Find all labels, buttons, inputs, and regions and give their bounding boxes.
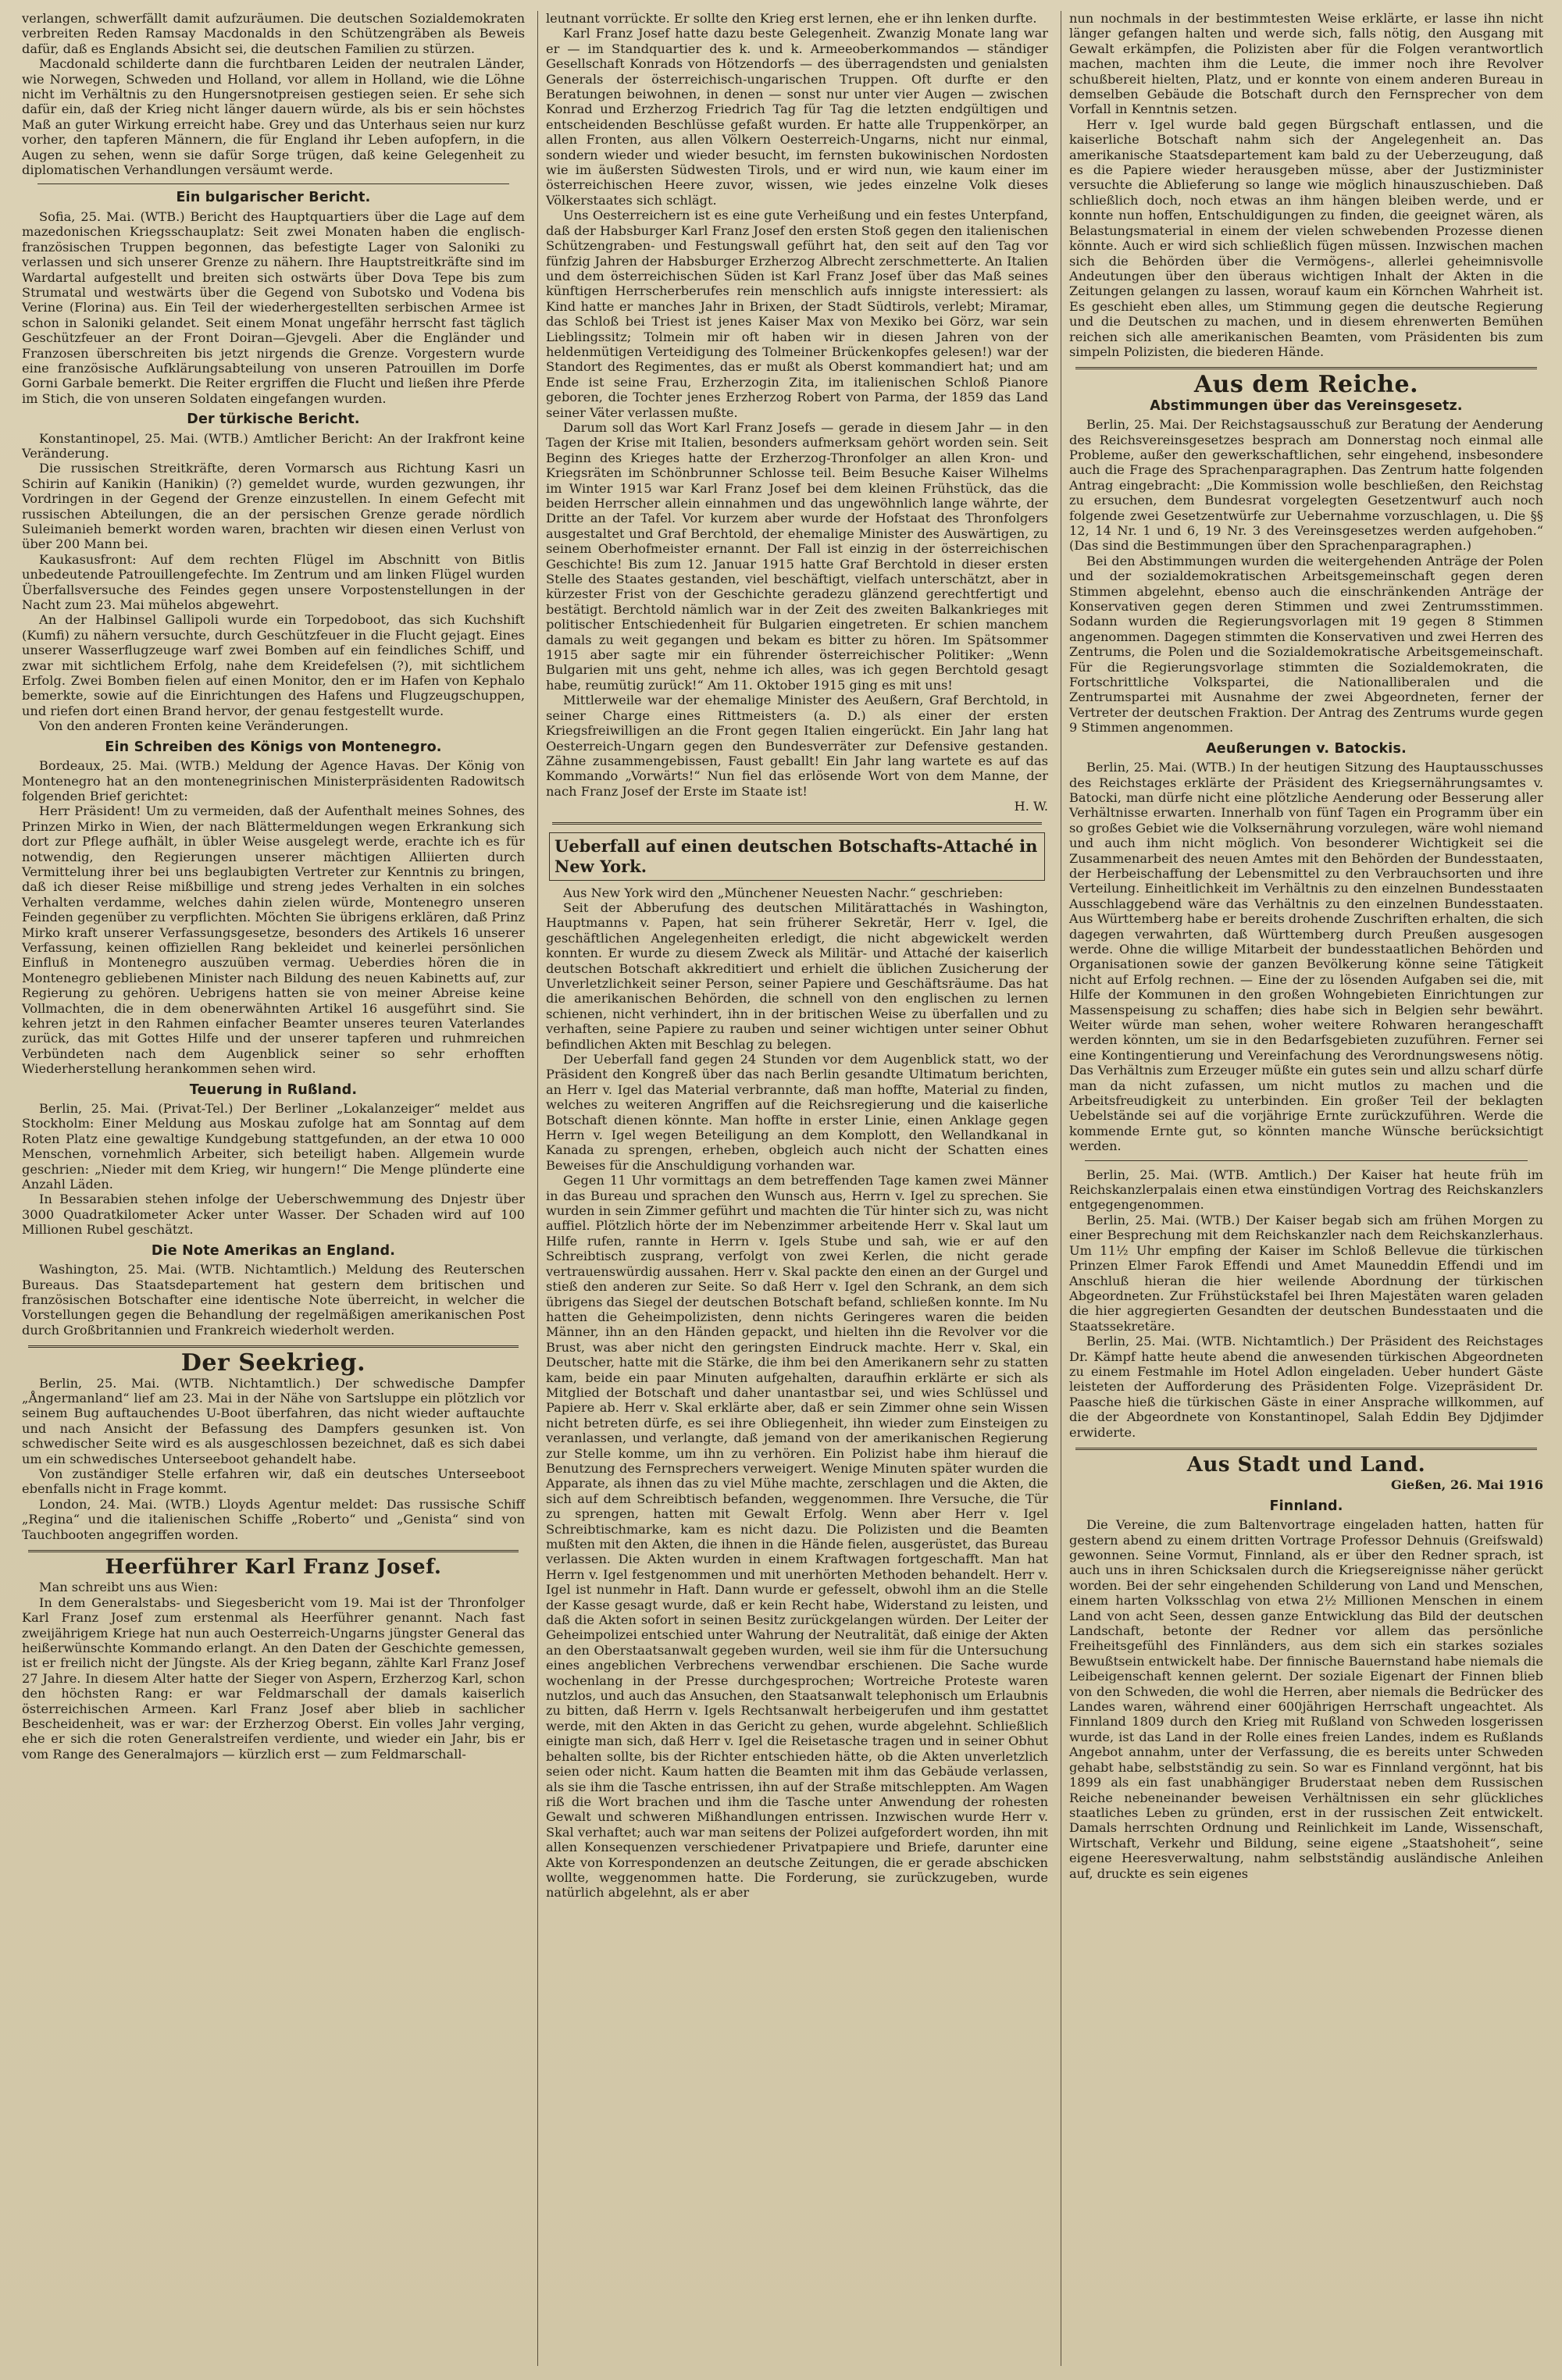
paragraph: Gegen 11 Uhr vormittags an dem betreffenden Tage kamen zwei Männer in das Bureau und sprachen den Wunsch aus, Herrn v. Igel zu sprechen. Sie wurden in sein Zimmer geführt und machten die Tür hinter sich zu, was nicht auffiel. Plötzlich hörte der im Nebenzimmer arbeitende Herr v. Skal laut um Hilfe rufen, rannte in Herrn v. Igels Stube und sah, wie er auf den Schreibtisch zusprang, verfolgt von zwei Kerlen, die nicht gerade vertrauenswürdig aussahen. Herr v. Skal packte den einen an der Gurgel und stieß den anderen zur Seite. So daß Herr v. Igel den Schrank, an dem sich übrigens das Siegel der deutschen Botschaft befand, schließen konnte. Im Nu hatten die Geheimpolizisten, denn nichts Geringeres waren die beiden Männer, ihn an den Händen gepackt, und hielten ihn die Revolver vor die Brust, was aber nicht den geringsten Eindruck machte. Herr v. Skal, ein Deutscher, hatte mit die Stärke, die ihm bei den Amerikanern sehr zu statten kam, beide ein paar Minuten aufgehalten, daraufhin erklärte er sich als Mitglied der Botschaft und daher unantastbar sei, und wies Schlüssel und Papiere ab. Herr v. Skal erklärte aber, daß er sein Zimmer ohne sein Wissen nicht betreten dürfe, es sei ihre Obliegenheit, ihn wieder zum Einsteigen zu veranlassen, und verlangte, daß jemand von der amerikanischen Regierung zur Stelle komme, um ihn zu verhören. Ein Polizist habe ihm hierauf die Benutzung des Fernsprechers verweigert. Wenige Minuten später wurden die Apparate, als ihnen das zu viel Mühe machte, zerschlagen und die Akten, die sich auf dem Schreibtisch befanden, weggenommen. Ihre Versuche, die Tür zu sprengen, hatten mit Gewalt Erfolg. Wenn aber Herr v. Igel Schreibtischmarke, kam es nicht dazu. Die Polizisten und die Beamten mußten mit den Akten, die ihnen in die Hände fielen, ausgerüstet, das Bureau verlassen. Die Akten wurden in einem Kraftwagen fortgeschafft. Man hat Herrn v. Igel festgenommen und mit unerhörten Methoden behandelt. Herr v. Igel ist nunmehr in Haft. Dann wurde er gefesselt, obwohl ihm an die Stelle der Kasse gesagt wurde, daß er kein Recht habe, Widerstand zu leisten, und daß die Akten sofort in seinen Besitz zurückgelangen würden. Der Leiter der Geheimpolizei entschied unter Wahrung der Neutralität, daß einige der Akten an den Oberstaatsanwalt gegeben wurden, weil sie ihm für die Untersuchung eines angeblichen Verbrechens verwendbar erschienen. Die Sache wurde wochenlang in der Presse durchgesprochen; Wortreiche Proteste waren nutzlos, und auch das Ansuchen, den Staatsanwalt telephonisch um Erlaubnis zu bitten, daß Herrn v. Igels Rechtsanwalt herbeigerufen und ihm gestattet werde, mit den Akten in das Gericht zu gehen, wurde abgelehnt. Schließlich einigte man sich, daß Herr v. Igel die Reisetasche tragen und in seiner Obhut behalten sollte, bis der Richter entschieden hätte, ob die Akten unverletzlich seien oder nicht. Kaum hatten die Beamten mit ihm das Gebäude verlassen, als sie ihm die Tasche entrissen, ihn auf der Straße mitschleppten. Am Wagen riß die Wort brachen und ihm die Tasche unter Anwendung der rohesten Gewalt und schweren Mißhandlungen entrissen. Inzwischen wurde Herr v. Skal verhaftet; auch war man seitens der Polizei aufgefordert worden, ihn mit allen Konsequenzen verschiedener Privatpapiere und Briefe, darunter eine Akte von Korrespondenzen an deutsche Zeitungen, die er gerade abschicken wollte, weggenommen hatte. Die Forderung, sie zurückzugeben, wurde natürlich abgelehnt, als er aber (546, 1173, 1048, 1901)
section-title: Ueberfall auf einen deutschen Botschafts-Attaché in New York. (549, 832, 1045, 881)
paragraph: Die russischen Streitkräfte, deren Vormarsch aus Richtung Kasri un Schirin auf Kanikin (Hanikin) (?) gemeldet wurde, wurden gezwungen, ihr Vordringen in der Gegend der Grenze einzustellen. In einem Gefecht mit russischen Abteilungen, die an der persischen Grenze gerade nördlich Suleimanieh bemerkt worden waren, brachten wir diesen einen Verlust von über 200 Mann bei. (22, 461, 525, 552)
headline: Ein bulgarischer Bericht. (176, 190, 371, 206)
paragraph: In Bessarabien stehen infolge der Ueberschwemmung des Dnjestr über 3000 Quadratkilometer Acker unter Wasser. Der Schaden wird auf 100 Millionen Rubel geschätzt. (22, 1192, 525, 1238)
section-title: Aus dem Reiche. (1193, 371, 1419, 399)
paragraph: verlangen, schwerfällt damit aufzuräumen. Die deutschen Sozialdemokraten verbreiten Reden Ramsay Macdonalds in den Schützengräben als Beweis dafür, daß es Englands Absicht sei, die deutschen Familien zu stürzen. (22, 11, 525, 56)
paragraph: Man schreibt uns aus Wien: (39, 1580, 218, 1595)
headline: Die Note Amerikas an England. (151, 1242, 396, 1259)
paragraph: Kaukasusfront: Auf dem rechten Flügel im Abschnitt von Bitlis unbedeutende Patrouillengefechte. Im Zentrum und am linken Flügel wurden Überfallsversuche des Feindes gegen unsere Vorpostenstellungen in der Nacht zum 23. Mai mühelos abgewehrt. (22, 551, 525, 613)
paragraph: Mittlerweile war der ehemalige Minister des Aeußern, Graf Berchtold, in seiner Charge eines Rittmeisters (a. D.) als einer der ersten Kriegsfreiwilligen an die Front gegen Italien eingerückt. Ein Jahr lang hat Oesterreich-Ungarn gegen den Bundesverräter zur Defensive gestanden. Zähne zusammengebissen, Faust geballt! Ein Jahr lang wartete es auf das Kommando „Vorwärts!“ Nun fiel das erlösende Wort von dem Manne, der nach Franz Josef der Erste im Staate ist! (546, 693, 1048, 799)
paragraph: Sofia, 25. Mai. (WTB.) Bericht des Hauptquartiers über die Lage auf dem mazedonischen Kriegsschauplatz: Seit zwei Monaten haben die englisch-französischen Truppen begonnen, das befestigte Lager von Saloniki zu verlassen und sich unserer Grenze zu nähern. Ihre Hauptstreitkräfte sind im Wardartal aufgestellt und breiten sich ostwärts über Dova Tepe bis zum Strumatal und westwärts über die Gegend von Subotsko und Vodena bis Verine (Florina) aus. Ein Teil der wiederhergestellten serbischen Armee ist schon in Saloniki gelandet. Seit einem Monat ungefähr herrscht fast täglich Geschützfeuer an der Front Doiran—Gjevgeli. Aber die Engländer und Franzosen überschreiten bis jetzt nirgends die Grenze. Vorgestern wurde eine französische Aufklärungsabteilung von unseren Patrouillen im Dorfe Gorni Garbale bemerkt. Die Reiter ergriffen die Flucht und ließen ihre Pferde im Stich, die von unseren Soldaten eingefangen wurden. (22, 208, 525, 406)
paragraph: Von zuständiger Stelle erfahren wir, daß ein deutsches Unterseeboot ebenfalls nicht in Frage kommt. (22, 1466, 525, 1497)
paragraph: Macdonald schilderte dann die furchtbaren Leiden der neutralen Länder, wie Norwegen, Schweden und Holland, vor allem in Holland, wie die Löhne nicht im Verhältnis zu den Hungersnotpreisen gestiegen seien. Er sehe sich dafür ein, daß der Krieg nicht länger dauern würde, als bis er sein höchstes Maß an guter Wirkung erreicht habe. Grey und das Unterhaus seien nur kurz vorher, den tapferen Männern, die für England ihr Leben aufopfern, in die Augen zu sehen, wenn sie dafür Sorge trügen, daß keine Gelegenheit zu diplomatischen Verhandlungen versäumt werde. (22, 56, 525, 178)
signature: H. W. (1014, 799, 1048, 814)
divider (28, 1345, 519, 1348)
paragraph: Karl Franz Josef hatte dazu beste Gelegenheit. Zwanzig Monate lang war er — im Standquartier des k. und k. Armeeoberkommandos — ständiger Gesellschaft Konrads von Hötzendorfs — des überragendsten und genialsten Generals der österreichisch-ungarischen Truppen. Oft durfte er den Beratungen beiwohnen, in denen — sonst nur unter vier Augen — zwischen Konrad und Erzherzog Friedrich Tag für Tag die letzten endgültigen und entscheidenden Beschlüsse gefaßt wurden. Er hatte alle Truppenkörper, an allen Fronten, aus allen Völkern Oesterreich-Ungarns, nicht nur einmal, sondern wieder und wieder besucht, im fernsten bukowinischen Nordosten wie im äußersten Südwesten Tirols, und er wird nun, wie kaum einer im österreichischen Heere zuvor, wissen, wie jedes einzelne Volk dieses Völkerstaates sich schlägt. (546, 26, 1048, 208)
paragraph: Berlin, 25. Mai. Der Reichstagsausschuß zur Beratung der Aenderung des Reichsvereinsgesetzes besprach am Donnerstag noch einmal alle Probleme, außer den gewerkschaftlichen, sehr eingehend, insbesondere auch die Frage des Sprachenparagraphen. Das Zentrum hatte folgenden Antrag eingebracht: „Die Kommission wolle beschließen, den Reichstag zu ersuchen, dem Bundesrat vorgelegten Gesetzentwurf auch noch folgende zwei Gesetzentwürfe zur Uebernahme vorzuschlagen, u. Die §§ 12, 14 Nr. 1 und 6, 19 Nr. 3 des Vereinsgesetzes werden aufgehoben.“ (Das sind die Bestimmungen über den Sprachenparagraphen.) (1069, 417, 1543, 554)
paragraph: Bordeaux, 25. Mai. (WTB.) Meldung der Agence Havas. Der König von Montenegro hat an den montenegrinischen Ministerpräsidenten Radowitsch folgenden Brief gerichtet: (22, 758, 525, 803)
column-3 (1061, 11, 1551, 2366)
headline: Teuerung in Rußland. (189, 1081, 358, 1098)
paragraph: London, 24. Mai. (WTB.) Lloyds Agentur meldet: Das russische Schiff „Regina“ und die italienischen Schiffe „Roberto“ und „Genista“ sind von Tauchbooten angegriffen worden. (22, 1496, 525, 1542)
section-title: Heerführer Karl Franz Josef. (105, 1555, 442, 1579)
paragraph: Der Ueberfall fand gegen 24 Stunden vor dem Augenblick statt, wo der Präsident den Kongreß über das nach Berlin gesandte Ultimatum berichten, an Herr v. Igel das Material verbrannte, daß man hoffte, Material zu finden, welches zu weiteren Angriffen auf die Reichsregierung und die kaiserliche Botschaft dienen könnte. Man hoffte in erster Linie, einen Anklage gegen Herrn v. Igel wegen Beteiligung an dem Komplott, den Wellandkanal in Kanada zu sprengen, erheben, obgleich auch nicht der Schatten eines Beweises für die Anschuldigung vorhanden war. (546, 1052, 1048, 1173)
divider (1075, 1448, 1537, 1450)
headline: Ein Schreiben des Königs von Montenegro. (105, 739, 442, 755)
paragraph: In dem Generalstabs- und Siegesbericht vom 19. Mai ist der Thronfolger Karl Franz Josef zum erstenmal als Heerführer genannt. Nach fast zweijährigem Kriege hat nun auch Oesterreich-Ungarns jüngster General das heißerwünschte Kommando erlangt. An den Daten der Geschichte gemessen, ist er freilich nicht der Jüngste. Als der Krieg begann, zählte Karl Franz Josef 27 Jahre. In diesem Alter hatte der Sieger von Aspern, Erzherzog Karl, schon den höchsten Rang: er war Feldmarschall der damals kaiserlich österreichischen Armeen. Karl Franz Josef aber blieb in sachlicher Bescheidenheit, was er war: der Erzherzog Oberst. Ein volles Jahr verging, ehe er sich die roten Generalstreifen verdiente, und wieder ein Jahr, bis er vom Range des Generalmajors — kürzlich erst — zum Feldmarschall- (22, 1594, 525, 1762)
divider (37, 183, 509, 184)
paragraph: Berlin, 25. Mai. (Privat-Tel.) Der Berliner „Lokalanzeiger“ meldet aus Stockholm: Einer Meldung aus Moskau zufolge hat am Sonntag auf dem Roten Platz eine gewaltige Kundgebung stattgefunden, an der etwa 10 000 Menschen, vornehmlich Arbeiter, sich beteiligt haben. Allgemein wurde geschrien: „Nieder mit dem Krieg, wir hungern!“ Die Menge plünderte eine Anzahl Läden. (22, 1101, 525, 1192)
paragraph: Aus New York wird den „Münchener Neuesten Nachr.“ geschrieben: (563, 885, 1004, 900)
headline: Abstimmungen über das Vereinsgesetz. (1150, 397, 1463, 414)
paragraph: Washington, 25. Mai. (WTB. Nichtamtlich.) Meldung des Reuterschen Bureaus. Das Staatsdepartement hat gestern dem britischen und französischen Botschafter eine identische Note überreicht, in welcher die Vorstellungen gegen die Behandlung der regelmäßigen amerikanischen Post durch Großbritannien und Frankreich wiederholt werden. (22, 1262, 525, 1338)
paragraph: Konstantinopel, 25. Mai. (WTB.) Amtlicher Bericht: An der Irakfront keine Veränderung. (22, 430, 525, 461)
divider (28, 1550, 519, 1552)
headline: Aeußerungen v. Batockis. (1206, 740, 1407, 757)
paragraph: Darum soll das Wort Karl Franz Josefs — gerade in diesem Jahr — in den Tagen der Krise mit Italien, besonders aufmerksam gehört worden sein. Seit Beginn des Krieges hatte der Erzherzog-Thronfolger an allen Kron- und Kriegsräten im Schönbrunner Schlosse teil. Beim Besuche Kaiser Wilhelms im Winter 1915 war Karl Franz Josef bei dem kleinen Frühstück, das die beiden Herrscher allein einnahmen und das ungewöhnlich lange währte, der Dritte an der Tafel. Vor kurzem aber wurde der Hofstaat des Thronfolgers ausgestaltet und Graf Berchtold, der ehemalige Minister des Auswärtigen, zu seinem Oberhofmeister ernannt. Der Fall ist einzig in der österreichischen Geschichte! Bis zum 12. Januar 1915 hatte Graf Berchtold in dieser ersten Stelle des Staates gestanden, viel beschäftigt, vielfach unterschätzt, aber in kürzester Frist von der Geschichte geradezu glänzend gerechtfertigt und bestätigt. Berchtold nämlich war in der Zeit des zweiten Balkankrieges mit politischer Entschiedenheit für Bulgarien eingetreten. Er schien manchem damals zu weit gegangen und bekam es bitter zu hören. Im Spätsommer 1915 aber sagte mir ein führender österreichischer Politiker: „Wenn Bulgarien mit uns geht, nehme ich alles, was ich gegen Berchtold gesagt habe, reumütig zurück!“ Am 11. Oktober 1915 ging es mit uns! (546, 419, 1048, 693)
divider (1075, 367, 1537, 369)
paragraph: Berlin, 25. Mai. (WTB.) In der heutigen Sitzung des Hauptausschusses des Reichstages erklärte der Präsident des Kriegsernährungsamtes v. Batocki, man dürfe nicht eine plötzliche Aenderung oder Besserung aller Verhältnisse erwarten. Innerhalb von fünf Tagen ein Programm über ein so großes Gebiet wie die Volksernährung vorzulegen, wäre wohl niemand und auch ihm nicht möglich. Von besonderer Wichtigkeit sei die Zusammenarbeit des neuen Amtes mit den Behörden der Bundesstaaten, der Herbeischaffung der Lebensmittel zu den Verbrauchsorten und ihre Verteilung. Einheitlichkeit im Verhältnis zu den einzelnen Bundesstaaten Ausschlaggebend wäre das Verhältnis zu den einzelnen Bundesstaaten. Aus Württemberg habe er bereits drohende Zuschriften erhalten, die sich dagegen verwahrten, daß Württemberg durch Preußen ausgesogen werde. Ohne die willige Mitarbeit der bundesstaatlichen Behörden und Organisationen sowie der ganzen Bevölkerung könne seine Tätigkeit nicht auf Erfolg rechnen. — Eine der zu lösenden Aufgaben sei die, mit Hilfe der Kommunen in den großen Wohngebieten Einrichtungen zur Massenspeisung zu schaffen; dies habe sich in Belgien sehr bewährt. Weiter würde man sehen, woher weitere Rohwaren herangeschafft werden könnten, um sie in den Bedarfsgebieten zuzuführen. Ferner sei eine Kontingentierung und Vereinfachung des Verordnungswesens nötig. Das Verhältnis zum Erzeuger müßte ein gutes sein und allzu scharf dürfe man da nicht zufassen, um nicht mutlos zu machen und die Arbeitsfreudigkeit zu unterbinden. Ein großer Teil der beklagten Uebelstände sei auf die vorjährige Ernte zurückzuführen. Werde die kommende Ernte gut, so könnten manche Wünsche berücksichtigt werden. (1069, 760, 1543, 1154)
paragraph: Seit der Abberufung des deutschen Militärattachés in Washington, Hauptmanns v. Papen, hat sein früherer Sekretär, Herr v. Igel, die geschäftlichen Angelegenheiten erledigt, die nicht abgewickelt werden konnten. Er wurde zu diesem Zweck als Militär- und Attaché der kaiserlich deutschen Botschaft akkreditiert und erhielt die üblichen Zusicherung der Unverletzlichkeit seiner Person, seiner Papiere und Geschäftsräume. Das hat die amerikanischen Behörden, die schnell von den englischen zu lernen schienen, nicht verhindert, ihn in der britischen Weise zu überfallen und zu verhaften, seine Papiere zu rauben und seiner wichtigen unter seiner Obhut befindlichen Akten mit Beschlag zu belegen. (546, 900, 1048, 1052)
paragraph: Herr v. Igel wurde bald gegen Bürgschaft entlassen, und die kaiserliche Botschaft nahm sich der Angelegenheit an. Das amerikanische Staatsdepartement kam bald zu der Ueberzeugung, daß es die Papiere wieder herausgeben müsse, aber der Justizminister versuchte die Ablieferung so lange wie möglich hinauszuschieben. Daß schließlich doch, noch etwas an ihm hängen bleiben werde, und er konnte nun hoffen, Entschuldigungen zu finden, die geeignet wären, als Belastungsmaterial in einem der vielen schwebenden Prozesse dienen könnte. Auch er wird sich schließlich fügen müssen. Inzwischen machen sich die Behörden über die Vermögens-, allerlei geheimnisvolle Andeutungen über den überaus wichtigen Inhalt der Akten in die Zeitungen gelangen zu lassen, worauf kaum ein Körnchen Wahrheit ist. Es geschieht eben alles, um Stimmung gegen die deutsche Regierung und die Deutschen zu machen, und in diesem ehrenwerten Bemühen reichen sich alle amerikanischen Beamten, vom Präsidenten bis zum simpeln Polizisten, die biederen Hände. (1069, 116, 1543, 359)
paragraph: Herr Präsident! Um zu vermeiden, daß der Aufenthalt meines Sohnes, des Prinzen Mirko in Wien, der nach Blättermeldungen wegen Erkrankung sich dort zur Pflege aufhält, in übler Weise ausgelegt werde, erachte ich es für notwendig, den Regierungen unserer mächtigen Alliierten durch Vermittelung ihrer bei uns beglaubigten Vertreter zur Kenntnis zu bringen, daß ich dieser Reise mißbillige und streng jedes Verhalten in ein solches Verhalten verdamme, welches dahin zielen würde, Montenegro unseren Feinden gegenüber zu verpflichten. Möchten Sie übrigens erklären, daß Prinz Mirko kraft unserer Verfassungsgesetze, besonders des Artikels 16 unserer Verfassung, keinen offiziellen Rang bekleidet und keinerlei persönlichen Einfluß in Montenegro auszuüben vermag. Ueberdies hören die in Montenegro gebliebenen Minister nach Bildung des neuen Kabinetts auf, zur Regierung zu gehören. Uebrigens hatten sie von meiner Abreise keine Vollmachten, die in dem obenerwähnten Artikel 16 ausgeführt sind. Sie kehren jetzt in den Rahmen einfacher Beamter unseres teuren Vaterlandes zurück, das mit Gottes Hilfe und der unserer tapferen und ruhmreichen Verbündeten nach dem Augenblick seiner so sehr erhofften Wiederherstellung herankommen sehen wird. (22, 803, 525, 1077)
paragraph: nun nochmals in der bestimmtesten Weise erklärte, er lasse ihn nicht länger gefangen halten und werde sich, falls nötig, den Ausgang mit Gewalt erkämpfen, die Polizisten aber für die Folgen verantwortlich machen, machten ihm die Leute, die immer noch ihre Revolver schußbereit hielten, Platz, und er konnte von einem anderen Bureau in demselben Gebäude die Botschaft durch den Fernsprecher von dem Vorfall in Kenntnis setzen. (1069, 11, 1543, 117)
section-title: Aus Stadt und Land. (1186, 1452, 1426, 1477)
paragraph: Berlin, 25. Mai. (WTB. Nichtamtlich.) Der Präsident des Reichstages Dr. Kämpf hatte heute abend die anwesenden türkischen Abgeordneten zu einem Festmahle im Hotel Adlon eingeladen. Ueber hundert Gäste leisteten der Aufforderung des Präsidenten Folge. Vizepräsident Dr. Paasche hieß die türkischen Gäste in einer Ansprache willkommen, auf die der Abgeordnete von Konstantinopel, Salah Eddin Bey Djdjimder erwiderte. (1069, 1334, 1543, 1440)
paragraph: Die Vereine, die zum Baltenvortrage eingeladen hatten, hatten für gestern abend zu einem dritten Vortrage Professor Dehnuis (Greifswald) gewonnen. Seine Vormut, Finnland, als er über den Redner sprach, ist auch uns in ihren Schicksalen durch die Kriegsereignisse näher gerückt worden. Bei der sehr eingehenden Schilderung von Land und Menschen, einem harten Volksschlag von etwa 2½ Millionen Menschen in einem Land von acht Seen, dessen ganze Entwicklung das Bild der deutschen Landschaft, betonte der Redner vor allem das persönliche Freiheitsgefühl des Finnländers, aus dem sich ein starkes soziales Bewußtsein entwickelt habe. Der finnische Bauernstand habe niemals die Leibeigenschaft kennen gelernt. Der soziale Eigenart der Finnen blieb von den Schweden, die wohl die Herren, aber niemals die Bedrücker des Landes waren, während einer 600jährigen Herrschaft ungeachtet. Als Finnland 1809 durch den Krieg mit Rußland von Schweden losgerissen wurde, ist das Land in der Rolle eines freien Landes, indem es Rußlands Angebot annahm, unter der Verfassung, die es bereits unter Schweden gehabt habe, selbstständig zu sein. So war es Finnland vergönnt, hat bis 1899 als ein fast unabhängiger Bruderstaat neben dem Russischen Reiche nebeneinander beweisen Verhältnissen ein sehr glückliches staatliches Leben zu gründen, erst in der russischen Zeit entwickelt. Damals herrschten Ordnung und Reinlichkeit im Lande, Wissenschaft, Wirtschaft, Verkehr und Bildung, seine eigene „Staatshoheit“, seine eigene Heeresverwaltung, nahm selbstständig ausländische Anleihen auf, druckte es sein eigenes (1069, 1517, 1543, 1881)
paragraph: Bei den Abstimmungen wurden die weitergehenden Anträge der Polen und der sozialdemokratischen Arbeitsgemeinschaft gegen deren Stimmen abgelehnt, ebenso auch die einschränkenden Anträge der Konservativen gegen deren Stimmen und zwei Zentrumsstimmen. Sodann wurden die Regierungsvorlagen mit 19 gegen 8 Stimmen angenommen. Dagegen stimmten die Konservativen und zwei Herren des Zentrums, die Polen und die Sozialdemokratische Arbeitsgemeinschaft. Für die Regierungsvorlage stimmten die Sozialdemokraten, die Fortschrittliche Volkspartei, die Nationalliberalen und die Zentrumspartei mit Ausnahme der zwei Abgeordneten, ferner der Vertreter der deutschen Fraktion. Der Antrag des Zentrums wurde gegen 9 Stimmen angenommen. (1069, 553, 1543, 736)
column-2 (537, 11, 1056, 2366)
divider (1085, 1160, 1528, 1161)
column-1 (14, 11, 533, 2366)
headline: Der türkische Bericht. (187, 412, 360, 428)
headline: Finnland. (1269, 1498, 1343, 1514)
paragraph: Uns Oesterreichern ist es eine gute Verheißung und ein festes Unterpfand, daß der Habsburger Karl Franz Josef den ersten Stoß gegen den italienischen Schützengraben- und Festungswall geführt hat, den seit auf den Tag vor fünfzig Jahren der Habsburger Erzherzog Albrecht zerschmetterte. An Italien und dem österreichischen Süden ist Karl Franz Josef über das Maß seines künftigen Herrscherberufes rein menschlich aufs innigste interessiert: als Kind hatte er manches Jahr in Brixen, der Stadt Südtirols, verlebt; Miramar, das Schloß bei Triest ist jenes Kaiser Max von Mexiko bei Görz, war sein Lieblingssitz; Tolmein mir oft haben wir in diesen Jahren von der heldenmütigen Verteidigung des Tolmeiner Brückenkopfes gelesen!) war der Standort des Regimentes, das er mußt als Oberst kommandiert hat; und am Ende ist seine Frau, Erzherzogin Zita, im italienischen Schloß Pianore geboren, die Tochter jenes Erzherzog Robert von Parma, der 1859 das Land seiner Väter verlassen mußte. (546, 208, 1048, 420)
paragraph: leutnant vorrückte. Er sollte den Krieg erst lernen, ehe er ihn lenken durfte. (546, 11, 1037, 26)
section-title: Der Seekrieg. (180, 1349, 366, 1377)
paragraph: Berlin, 25. Mai. (WTB. Nichtamtlich.) Der schwedische Dampfer „Ångermanland“ lief am 23. Mai in der Nähe von Sartsluppe ein plötzlich vor seinem Bug auftauchendes U-Boot überfahren, das nicht wieder auftauchte und nach Ansicht der Befassung des Dampfers gesunken ist. Von schwedischer Seite wird es als ausgeschlossen bezeichnet, daß es sich dabei um ein schwedisches Unterseeboot gehandelt habe. (22, 1375, 525, 1466)
paragraph: An der Halbinsel Gallipoli wurde ein Torpedoboot, das sich Kuchshift (Kumfi) zu nähern versuchte, durch Geschützfeuer in die Flucht gejagt. Eines unserer Wasserflugzeuge warf zwei Bomben auf ein feindliches Schiff, und zwar mit sichtlichem Erfolg, nahe dem Kreidefelsen (?), mit sichtlichem Erfolg. Zwei Bomben fielen auf einen Monitor, den er im Hafen von Kephalo bemerkte, sowie auf die Einrichtungen des Hafens und Flugzeugschuppen, und riefen dort einen Brand hervor, der genau festgestellt wurde. (22, 612, 525, 718)
divider (552, 822, 1042, 825)
paragraph: Von den anderen Fronten keine Veränderungen. (39, 718, 349, 734)
paragraph: Berlin, 25. Mai. (WTB.) Der Kaiser begab sich am frühen Morgen zu einer Besprechung mit dem Reichskanzler nach dem Reichskanzlerhaus. Um 11½ Uhr empfing der Kaiser im Schloß Bellevue die türkischen Prinzen Elmer Farok Effendi und Amet Mauneddin Effendi und im Anschluß hieran die hier weilende Abordnung der türkischen Abgeordneten. Zur Frühstückstafel bei Ihren Majestäten waren geladen die hier aggregierten Gesandten der deutschen Bundesstaaten und die Staatssekretäre. (1069, 1212, 1543, 1334)
paragraph: Berlin, 25. Mai. (WTB. Amtlich.) Der Kaiser hat heute früh im Reichskanzlerpalais einen etwa einstündigen Vortrag des Reichskanzlers entgegengenommen. (1069, 1167, 1543, 1213)
dateline: Gießen, 26. Mai 1916 (1391, 1477, 1543, 1493)
